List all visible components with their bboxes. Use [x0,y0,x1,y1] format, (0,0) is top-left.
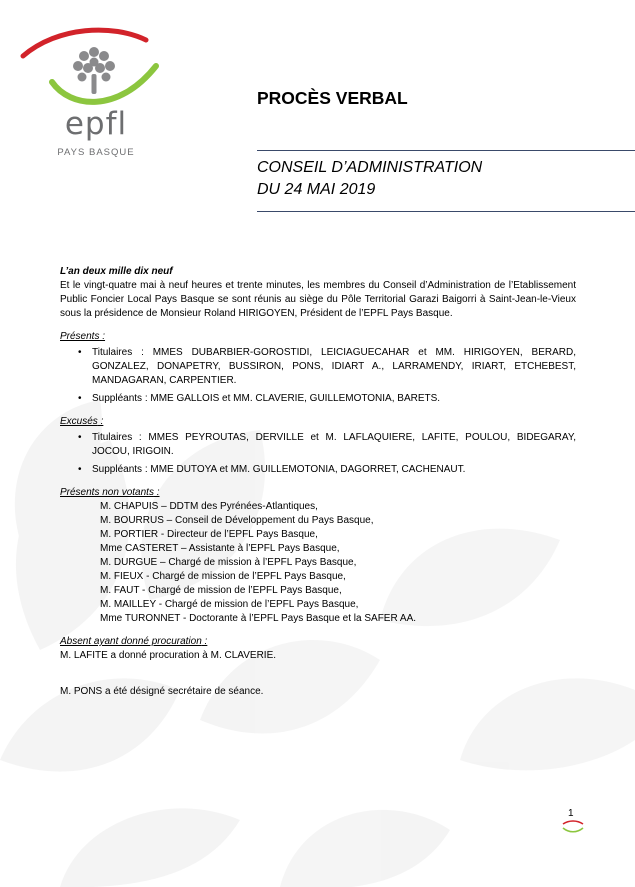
bullet-icon: • [78,464,82,475]
header-divider-top [257,150,635,151]
non-voting-heading: Présents non votants : [60,487,160,498]
meeting-title [257,157,482,201]
brand-subtitle: PAYS BASQUE [57,147,135,158]
proxy-heading: Absent ayant donné procuration : [60,636,208,647]
presents-heading: Présents : [60,331,106,342]
list-item: M. DURGUE – Chargé de mission à l’EPFL Pays Basque, [100,557,357,568]
list-item: M. PORTIER - Directeur de l’EPFL Pays Basque, [100,529,318,540]
logo-green-arc [52,66,156,102]
list-item: M. FAUT - Chargé de mission de l’EPFL Pays Basque, [100,585,342,596]
list-item: • Titulaires : MMES PEYROUTAS, DERVILLE et M. LAFLAQUIERE, LAFITE, POULOU, BIDEGARAY, JOCOU, IRIGOIN. [78,432,576,457]
bullet-icon: • [78,393,82,404]
excuses-heading: Excusés : [60,416,104,427]
list-item: • Suppléants : MME GALLOIS et MM. CLAVERIE, GUILLEMOTONIA, BARETS. [78,393,441,404]
list-item: M. CHAPUIS – DDTM des Pyrénées-Atlantiques, [100,501,318,512]
list-item: Mme TURONNET - Doctorante à l’EPFL Pays Basque et la SAFER AA. [100,613,417,624]
meeting-title-line1: CONSEIL D’ADMINISTRATION [257,159,483,176]
list-item: • Titulaires : MMES DUBARBIER-GOROSTIDI, LEICIAGUECAHAR et MM. HIRIGOYEN, BERARD, GONZALEZ, DONAPETRY, BUSSIRON, PONS, IDIART A., LARRAMENDY, IRIART, ETCHEBEST, MANDAGARAN, CARPENTIER. [78,347,576,386]
bullet-icon: • [78,432,82,443]
non-voting-list [100,500,576,626]
intro-heading: L’an deux mille dix neuf [60,266,173,277]
header-divider-bottom [257,211,635,212]
minutes-body [60,265,576,699]
presents-list [60,346,576,406]
logo-tree-icon [73,47,115,94]
page-footer-arc-icon [561,820,585,834]
list-item: M. MAILLEY - Chargé de mission de l’EPFL Pays Basque, [100,599,359,610]
meeting-title-line2: DU 24 MAI 2019 [257,181,376,198]
page-number: 1 [568,808,574,819]
list-item: M. BOURRUS – Conseil de Développement du Pays Basque, [100,515,374,526]
bullet-icon: • [78,347,82,358]
document-type-title: PROCÈS VERBAL [257,88,408,108]
intro-paragraph: Et le vingt-quatre mai à neuf heures et trente minutes, les membres du Conseil d’Administration de l’Etablissement Public Foncier Local Pays Basque se sont réunis au siège du Pôle Territorial Garazi Baigorri à Saint-Jean-le-Vieux sous la présidence de Monsieur Roland HIRIGOYEN, Président de l’EPFL Pays Basque. [60,280,576,319]
list-item: Mme CASTERET – Assistante à l’EPFL Pays Basque, [100,543,340,554]
brand-name: epfl [64,106,128,142]
secretary-text: M. PONS a été désigné secrétaire de séance. [60,686,264,697]
excuses-list [60,431,576,477]
proxy-text: M. LAFITE a donné procuration à M. CLAVERIE. [60,650,277,661]
list-item: • Suppléants : MME DUTOYA et MM. GUILLEMOTONIA, DAGORRET, CACHENAUT. [78,464,466,475]
list-item: M. FIEUX - Chargé de mission de l’EPFL Pays Basque, [100,571,346,582]
